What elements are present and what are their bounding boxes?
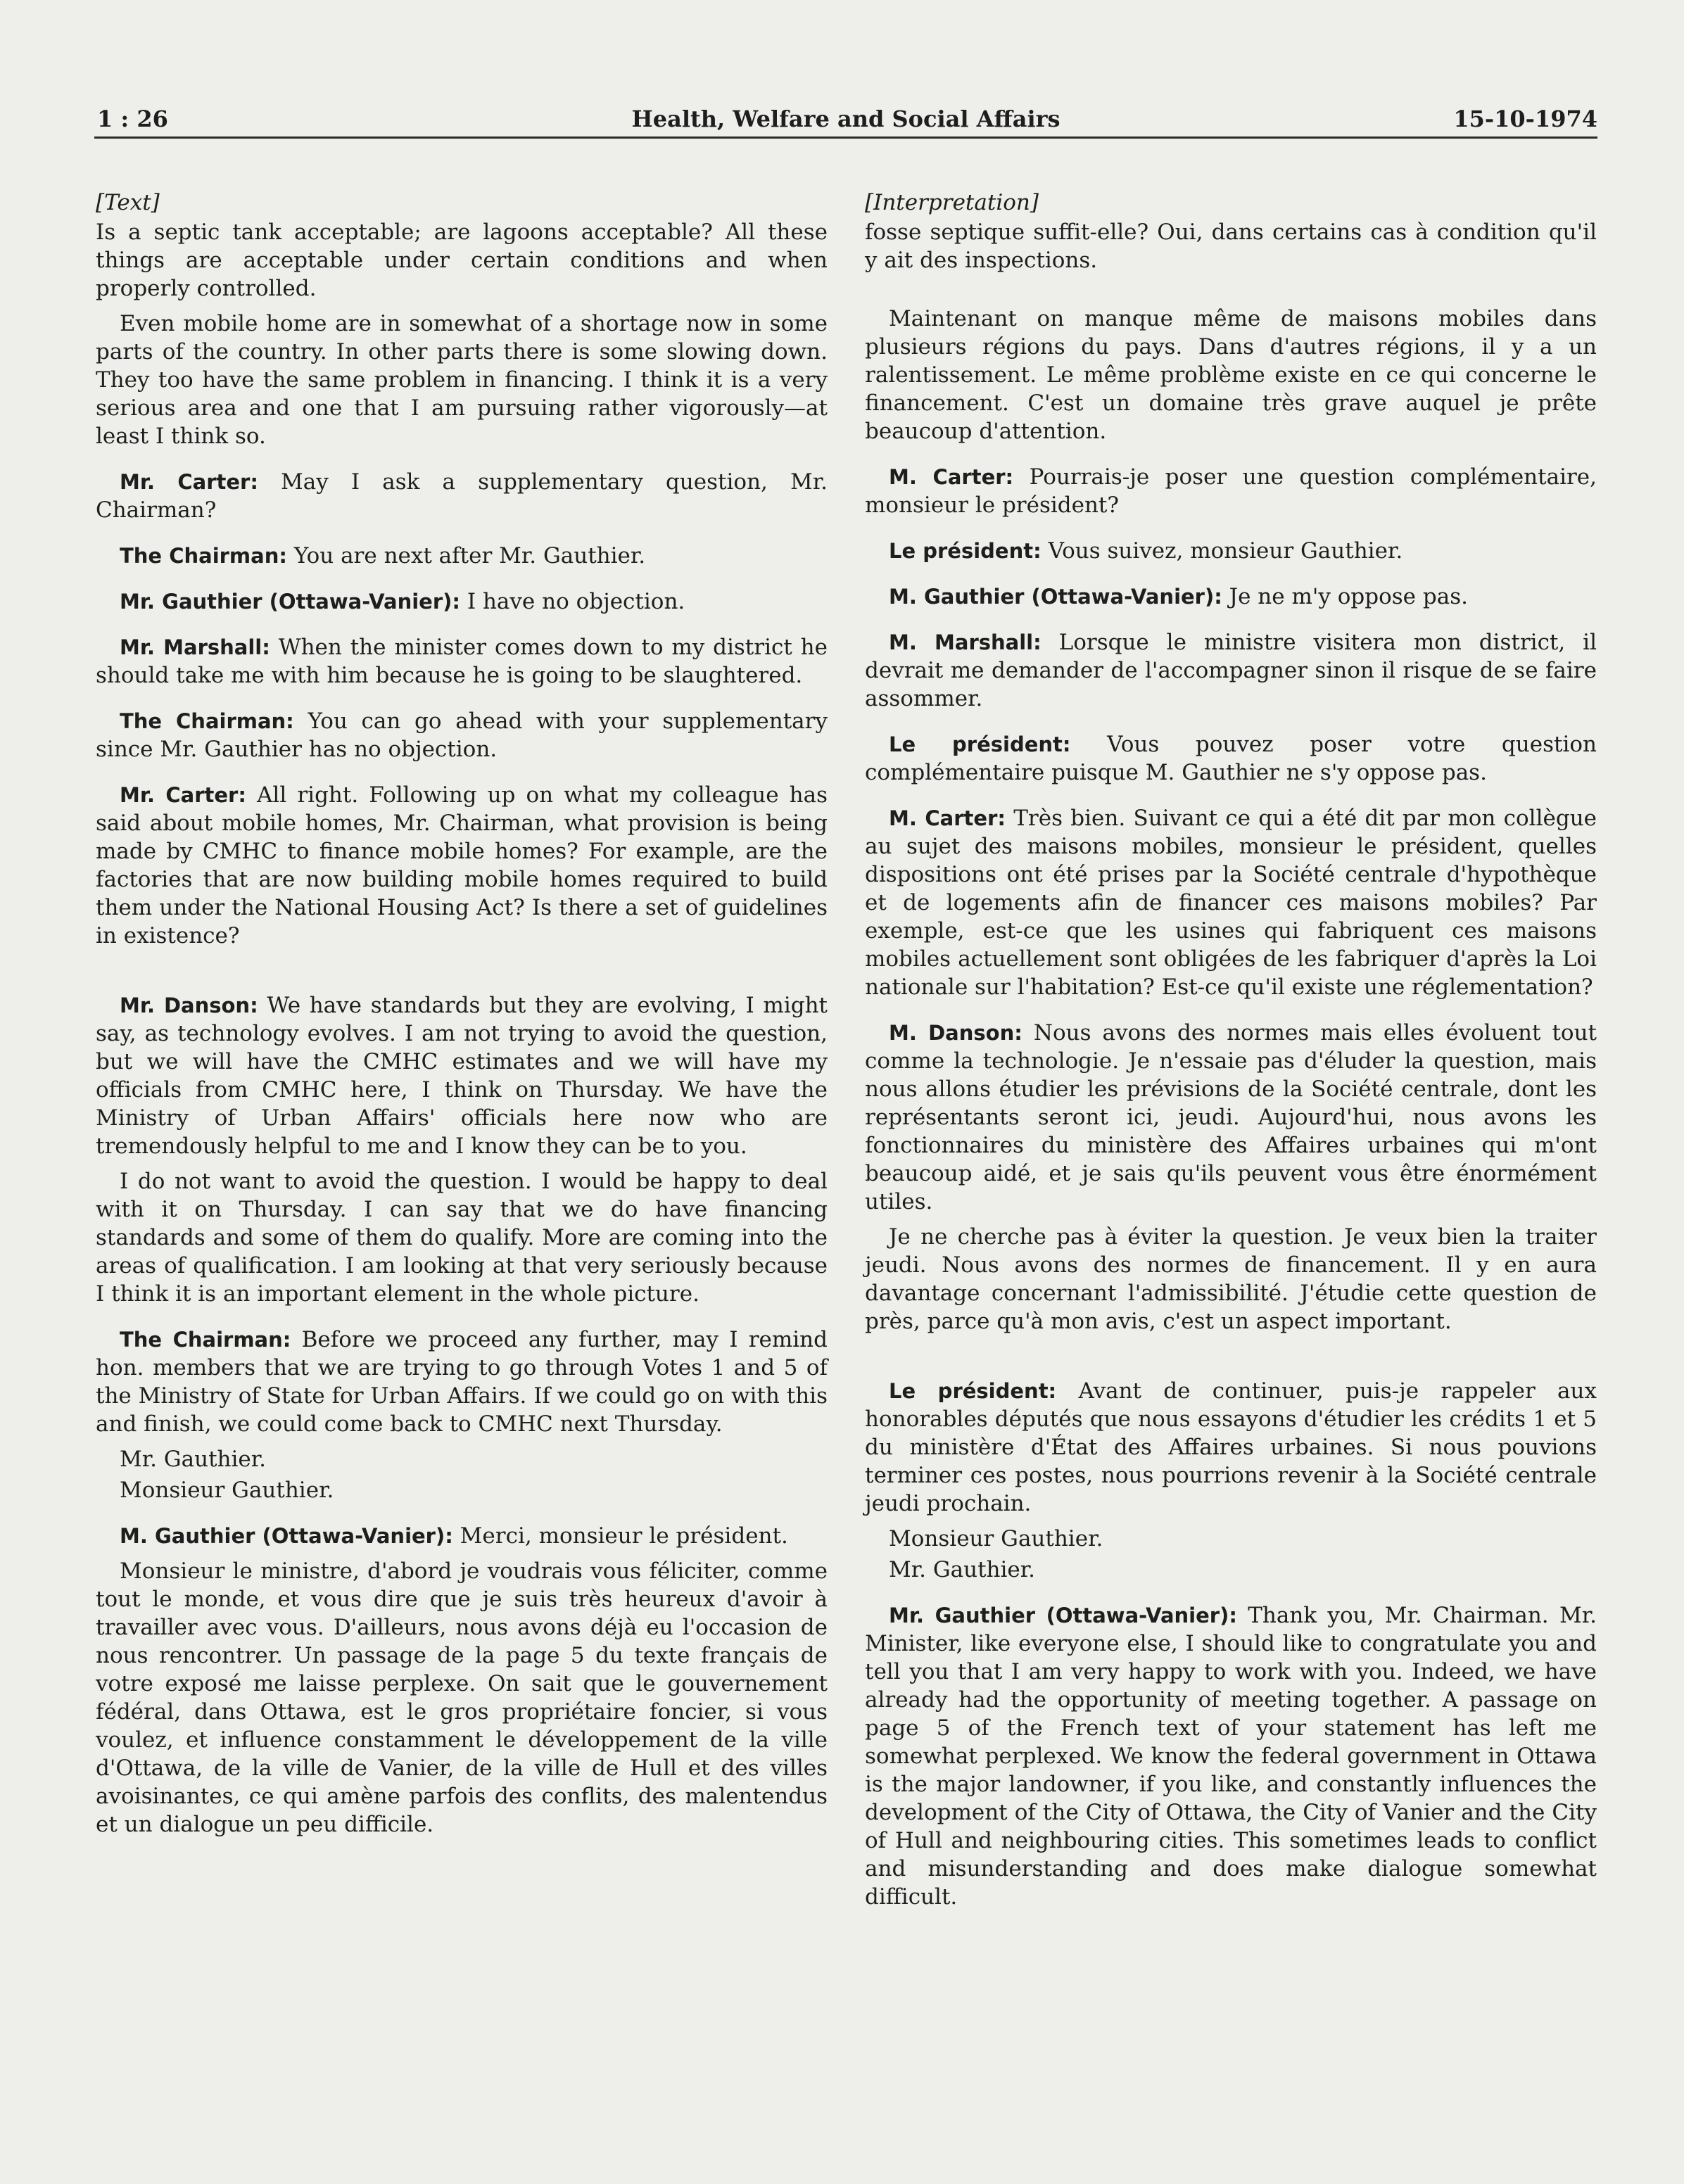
speaker-name: Le président: xyxy=(889,539,1042,563)
speech-text: I have no objection. xyxy=(460,589,685,614)
speech-danson xyxy=(96,991,828,1160)
speech-text: Nous avons des normes mais elles évoluent tout comme la technologie. Je n'essaie pas d'éluder la question, mais nous allons étudier les prévisions de la Société centrale, dont les représentants seront ici, jeudi. Aujourd'hui, nous avons les fonctionnaires du ministère des Affaires urbaines qui m'ont beaucoup aidé, et je sais qu'ils peuvent vous être énormément utiles. xyxy=(865,1020,1597,1214)
paragraph: Monsieur le ministre, d'abord je voudrais vous féliciter, comme tout le monde, et vous dire que je suis très heureux d'avoir à travailler avec vous. D'ailleurs, nous avons déjà eu l'occasion de nous rencontrer. Un passage de la page 5 du texte français de votre exposé me laisse perplexe. On sait que le gouvernement fédéral, dans Ottawa, est le gros propriétaire foncier, si vous voulez, et influence constamment le développement de la ville d'Ottawa, de la ville de Vanier, de la ville de Hull et des villes avoisinantes, ce qui amène parfois des conflits, des malentendus et un dialogue un peu difficile. xyxy=(96,1558,828,1837)
page-header xyxy=(94,104,1597,139)
speech-text: Merci, monsieur le président. xyxy=(452,1523,788,1549)
speaker-name: Mr. Carter: xyxy=(120,470,258,494)
address-line: Mr. Gauthier. xyxy=(120,1447,267,1472)
left-column-english xyxy=(96,189,828,1856)
address-line: Monsieur Gauthier. xyxy=(120,1478,334,1503)
speech-text: Thank you, Mr. Chairman. Mr. Minister, like everyone else, I should like to congratulate you and tell you that I am very happy to work with you. Indeed, we have already had the opportunity of meeting together. A passage on page 5 of the French text of your statement has left me somewhat perplexed. We know the federal government in Ottawa is the major landowner, if you like, and constantly influences the development of the City of Ottawa, the City of Vanier and the City of Hull and neighbouring cities. This sometimes leads to conflict and misunderstanding and does make dialogue somewhat difficult. xyxy=(865,1603,1597,1910)
speaker-name: The Chairman: xyxy=(120,544,287,568)
right-column-french xyxy=(865,189,1597,1929)
speech-carter xyxy=(96,468,828,524)
text-tag: [Text] xyxy=(96,190,160,215)
speaker-name: M. Gauthier (Ottawa-Vanier): xyxy=(120,1524,453,1548)
speech-text: We have standards but they are evolving, I might say, as technology evolves. I am not trying to avoid the question, but we will have the CMHC estimates and we will have my officials from CMHC here, I think on Thursday. We have the Ministry of Urban Affairs' officials here now who are tremendously helpful to me and I know they can be to you. xyxy=(96,993,828,1159)
speaker-name: The Chairman: xyxy=(120,709,294,733)
speaker-name: M. Carter: xyxy=(889,465,1014,489)
speaker-name: Le président: xyxy=(889,732,1071,756)
speech-chairman xyxy=(96,1326,828,1438)
speech-text: Avant de continuer, puis-je rappeler aux honorables députés que nous essayons d'étudier les crédits 1 et 5 du ministère d'État des Affaires urbaines. Si nous pouvions terminer ces postes, nous pourrions revenir à la Société centrale jeudi prochain. xyxy=(865,1378,1597,1516)
spacer xyxy=(865,292,1597,305)
speech-text: Before we proceed any further, may I remind hon. members that we are trying to go through Votes 1 and 5 of the Ministry of State for Urban Affairs. If we could go on with this and finish, we could come back to CMHC next Thursday. xyxy=(96,1327,828,1437)
speech-danson xyxy=(865,1019,1597,1216)
speech-chairman xyxy=(865,537,1597,565)
speech-carter xyxy=(865,804,1597,1001)
speaker-name: Le président: xyxy=(889,1379,1057,1403)
speech-gauthier xyxy=(865,1601,1597,1911)
speech-text: Lorsque le ministre visitera mon district, il devrait me demander de l'accompagner sinon il risque de se faire assommer. xyxy=(865,630,1597,711)
spacer xyxy=(96,967,828,991)
speech-marshall xyxy=(865,628,1597,713)
speech-text: You are next after Mr. Gauthier. xyxy=(286,543,646,569)
speaker-name: Mr. Danson: xyxy=(120,993,258,1017)
address-line: Mr. Gauthier. xyxy=(889,1557,1036,1582)
speech-chairman xyxy=(96,707,828,763)
running-title: Health, Welfare and Social Affairs xyxy=(631,106,1061,132)
paragraph: Je ne cherche pas à éviter la question. Je veux bien la traiter jeudi. Nous avons des normes de financement. Il y en aura davantage concernant l'admissibilité. J'étudie cette question de près, parce qu'à mon avis, c'est un aspect important. xyxy=(865,1224,1597,1334)
speaker-name: M. Marshall: xyxy=(889,630,1042,654)
speech-carter xyxy=(96,781,828,950)
speech-gauthier xyxy=(96,1522,828,1550)
spacer xyxy=(865,1353,1597,1377)
interpretation-tag: [Interpretation] xyxy=(865,190,1039,215)
speech-text: May I ask a supplementary question, Mr. Chairman? xyxy=(96,469,828,523)
speech-text: You can go ahead with your supplementary since Mr. Gauthier has no objection. xyxy=(96,709,828,762)
speaker-name: M. Danson: xyxy=(889,1021,1023,1045)
speech-chairman xyxy=(96,542,828,570)
speech-text: Très bien. Suivant ce qui a été dit par mon collègue au sujet des maisons mobiles, monsieur le président, quelles dispositions ont été prises par la Société centrale d'hypothèque et de logements afin de financer ces maisons mobiles? Par exemple, est-ce que les usines qui fabriquent ces maisons mobiles actuellement sont obligées de les fabriquer d'après la Loi nationale sur l'habitation? Est-ce qu'il existe une réglementation? xyxy=(865,806,1597,1000)
speech-chairman xyxy=(865,730,1597,787)
speech-gauthier xyxy=(865,583,1597,611)
paragraph: I do not want to avoid the question. I would be happy to deal with it on Thursday. I can say that we do have financing standards and some of them do qualify. More are coming into the areas of qualification. I am looking at that very seriously because I think it is an important element in the whole picture. xyxy=(96,1169,828,1307)
page-date: 15-10-1974 xyxy=(1453,106,1597,132)
paragraph: Maintenant on manque même de maisons mobiles dans plusieurs régions du pays. Dans d'autres régions, il y a un ralentissement. Le même problème existe en ce qui concerne le financement. C'est un domaine très grave auquel je prête beaucoup d'attention. xyxy=(865,306,1597,444)
speaker-name: M. Carter: xyxy=(889,806,1006,830)
speech-text: When the minister comes down to my district he should take me with him because he is going to be slaughtered. xyxy=(96,635,828,688)
speaker-name: The Chairman: xyxy=(120,1328,291,1352)
speech-chairman xyxy=(865,1377,1597,1518)
speaker-name: M. Gauthier (Ottawa-Vanier): xyxy=(889,585,1222,609)
speech-gauthier xyxy=(96,588,828,616)
speech-text: Pourrais-je poser une question complémentaire, monsieur le président? xyxy=(865,464,1597,518)
paragraph: Is a septic tank acceptable; are lagoons acceptable? All these things are acceptable under certain conditions and when properly controlled. xyxy=(96,220,828,301)
speech-marshall xyxy=(96,633,828,690)
speaker-name: Mr. Marshall: xyxy=(120,635,270,659)
speaker-name: Mr. Carter: xyxy=(120,783,246,807)
paragraph: Even mobile home are in somewhat of a shortage now in some parts of the country. In other parts there is some slowing down. They too have the same problem in financing. I think it is a very serious area and one that I am pursuing rather vigorously—at least I think so. xyxy=(96,311,828,449)
speech-text: Vous suivez, monsieur Gauthier. xyxy=(1041,538,1403,564)
address-line: Monsieur Gauthier. xyxy=(889,1526,1103,1551)
speaker-name: Mr. Gauthier (Ottawa-Vanier): xyxy=(120,590,460,614)
speech-text: All right. Following up on what my colleague has said about mobile homes, Mr. Chairman, what provision is being made by CMHC to finance mobile homes? For example, are the factories that are now building mobile homes required to build them under the National Housing Act? Is there a set of guidelines in existence? xyxy=(96,782,828,948)
speech-text: Vous pouvez poser votre question complémentaire puisque M. Gauthier ne s'y oppose pas. xyxy=(865,732,1597,785)
speech-text: Je ne m'y oppose pas. xyxy=(1222,584,1468,609)
speech-carter xyxy=(865,463,1597,519)
page-number: 1 : 26 xyxy=(97,106,168,132)
paragraph: fosse septique suffit-elle? Oui, dans certains cas à condition qu'il y ait des inspections. xyxy=(865,220,1597,273)
speaker-name: Mr. Gauthier (Ottawa-Vanier): xyxy=(889,1604,1237,1627)
